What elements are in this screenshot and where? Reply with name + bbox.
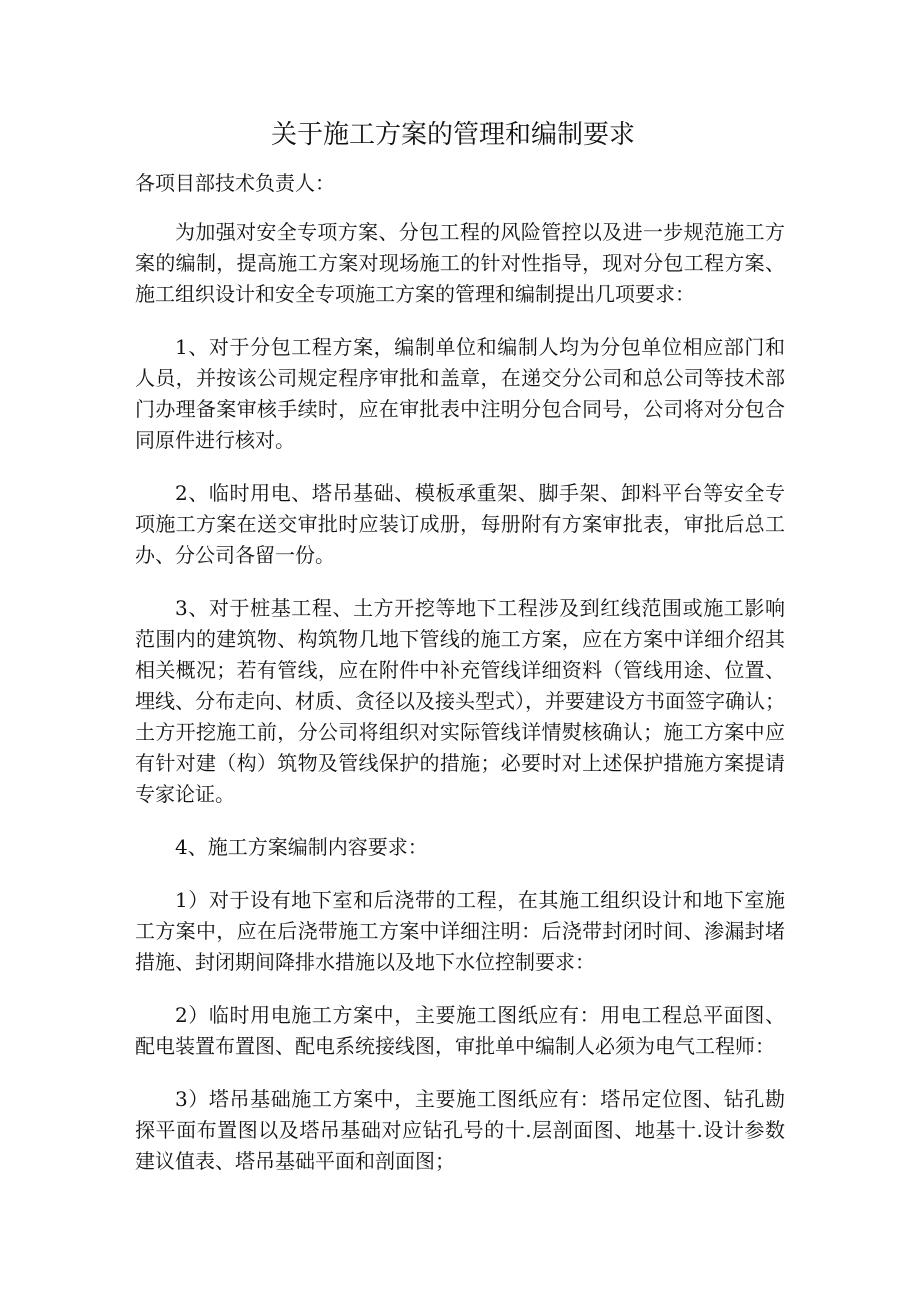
item-4-sub-3-paragraph: 3）塔吊基础施工方案中，主要施工图纸应有：塔吊定位图、钻孔勘探平面布置图以及塔吊基础对应钻孔号的十.层剖面图、地基十.设计参数建议值表、塔吊基础平面和剖面图； [135,1087,785,1173]
salutation: 各项目部技术负责人： [135,171,335,195]
document-body [135,168,785,1199]
item-4-sub-2-paragraph: 2）临时用电施工方案中，主要施工图纸应有：用电工程总平面图、配电装置布置图、配电系统接线图，审批单中编制人必须为电气工程师： [135,1003,785,1058]
document-title: 关于施工方案的管理和编制要求 [270,120,635,150]
item-4-sub-1-paragraph: 1）对于设有地下室和后浇带的工程，在其施工组织设计和地下室施工方案中，应在后浇带施工方案中详细注明：后浇带封闭时间、渗漏封堵措施、封闭期间降排水措施以及地下水位控制要求： [135,888,785,974]
item-3-paragraph: 3、对于桩基工程、土方开挖等地下工程涉及到红线范围或施工影响范围内的建筑物、构筑物几地下管线的施工方案，应在方案中详细介绍其相关概况；若有管线，应在附件中补充管线详细资料（管线用途、位置、埋线、分布走向、材质、贪径以及接头型式），并要建设方书面签字确认；土方开挖施工前，分公司将组织对实际管线详情熨核确认；施工方案中应有针对建（构）筑物及管线保护的措施；必要时对上述保护措施方案提请专家论证。 [135,596,785,806]
item-1-paragraph: 1、对于分包工程方案，编制单位和编制人均为分包单位相应部门和人员，并按该公司规定程序审批和盖章，在递交分公司和总公司等技术部门办理备案审核手续时，应在审批表中注明分包合同号，公司将对分包合同原件进行核对。 [135,335,785,452]
intro-paragraph: 为加强对安全专项方案、分包工程的风险管控以及进一步规范施工方案的编制，提高施工方案对现场施工的针对性指导，现对分包工程方案、施工组织设计和安全专项施工方案的管理和编制提出几项要求： [135,220,785,306]
item-2-paragraph: 2、临时用电、塔吊基础、模板承重架、脚手架、卸料平台等安全专项施工方案在送交审批时应装订成册，每册附有方案审批表，审批后总工办、分公司各留一份。 [135,481,785,567]
item-4-heading: 4、施工方案编制内容要求： [175,835,428,859]
